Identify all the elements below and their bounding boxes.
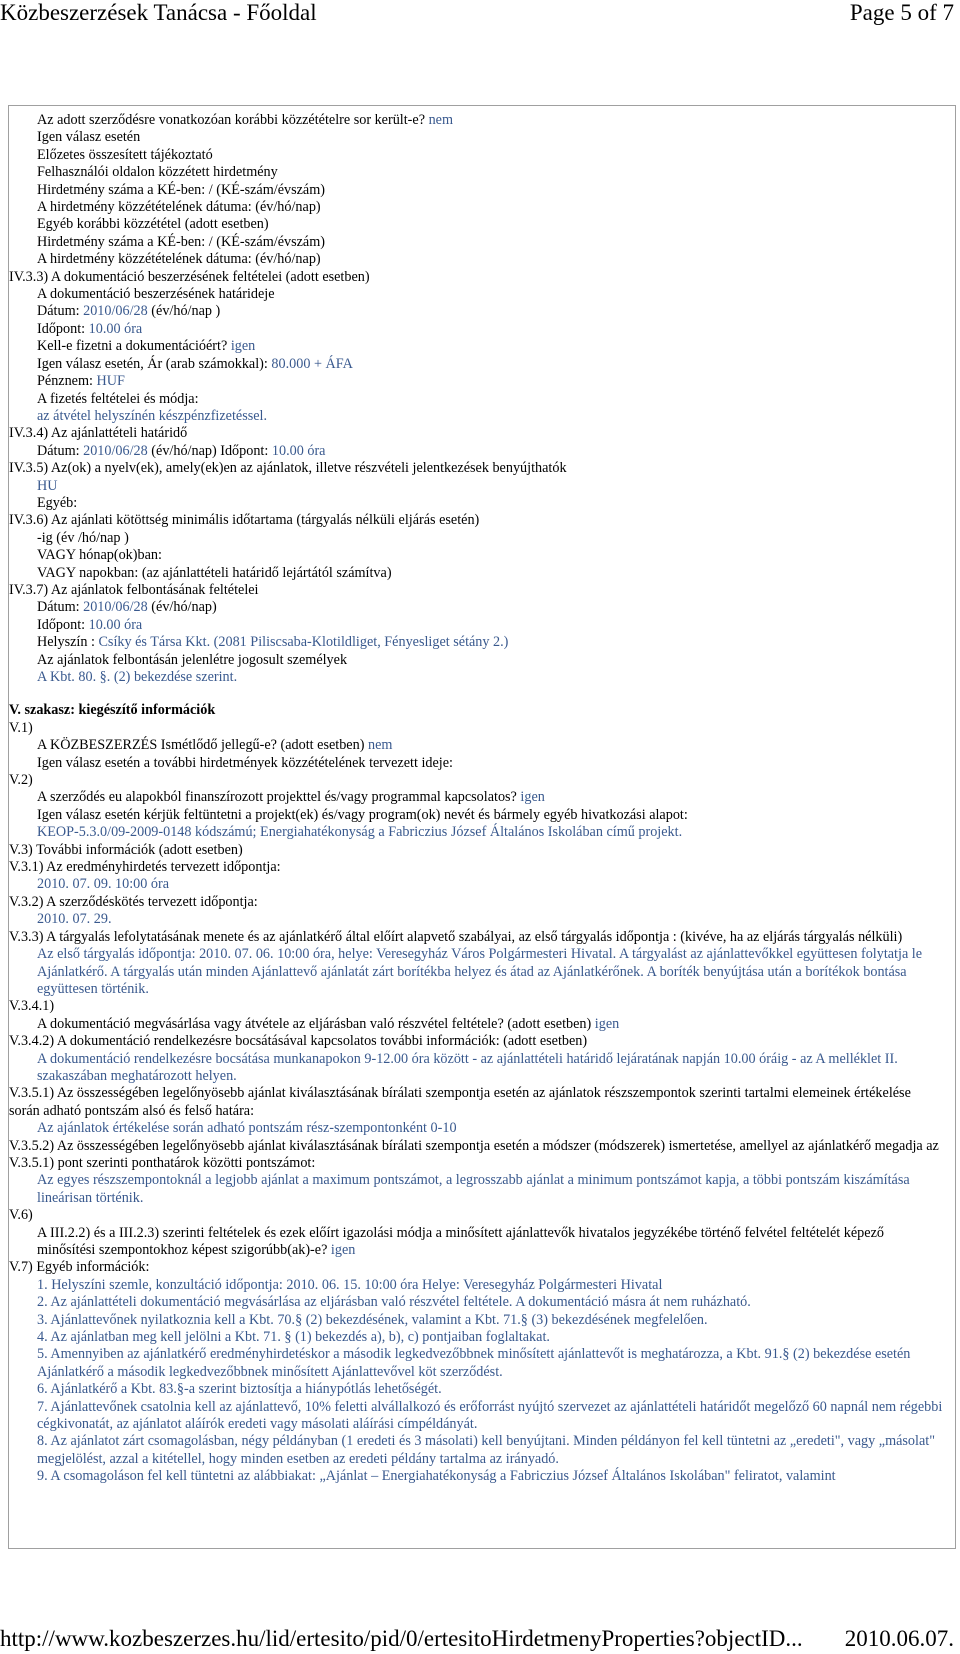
doc-line: A hirdetmény közzétételének dátuma: (év/hó/nap)	[37, 251, 321, 268]
section-heading: V.3.3) A tárgyalás lefolytatásának menete és az ajánlatkérő által előírt alapvető szabályai, az első tárgyalás időpontja : (kivéve, ha az eljárás tárgyalás nélküli)	[9, 928, 903, 945]
doc-paragraph: A dokumentáció rendelkezésre bocsátása munkanapokon 9-12.00 óra között - az ajánlattételi határidő lejáratának napján 10.00 óráig - az A melléklet II. szakaszában meghatározott helyen.	[37, 1050, 898, 1084]
doc-line: A dokumentáció beszerzésének határideje	[37, 286, 275, 303]
doc-line: Kell-e fizetni a dokumentációért? igen	[37, 338, 256, 355]
list-item: 5. Amennyiben az ajánlatkérő eredményhirdetéskor a második legkedvezőbbnek minősített ajánlattevőt is meghatározza, a Kbt. 91.§ (2) bekezdése esetén Ajánlatkérő a második legkedvezőbbnek minősített Ajánlattevővel köt szerződést.	[37, 1346, 911, 1380]
doc-line: Dátum: 2010/06/28 (év/hó/nap) Időpont: 10.00 óra	[37, 442, 326, 459]
section-heading: IV.3.4) Az ajánlattételi határidő	[9, 425, 188, 442]
list-item: 1. Helyszíni szemle, konzultáció időpontja: 2010. 06. 15. 10:00 óra Helye: Veresegyház Polgármesteri Hivatal	[37, 1276, 663, 1293]
doc-line: A szerződés eu alapokból finanszírozott projekttel és/vagy programmal kapcsolatos? igen	[37, 789, 545, 806]
doc-line: Igen válasz esetén, Ár (arab számokkal): 80.000 + ÁFA	[37, 355, 353, 372]
section-heading: V.3.1) Az eredményhirdetés tervezett időpontja:	[9, 859, 281, 876]
document-content	[9, 112, 955, 1486]
page-title: Közbeszerzések Tanácsa - Főoldal	[0, 0, 317, 25]
doc-line: Hirdetmény száma a KÉ-ben: / (KÉ-szám/évszám)	[37, 233, 325, 250]
doc-line: az átvétel helyszínén készpénzfizetéssel.	[37, 407, 268, 424]
section-heading: V.1)	[9, 719, 33, 736]
doc-line: A KÖZBESZERZÉS Ismétlődő jellegű-e? (adott esetben) nem	[37, 737, 393, 754]
doc-line: Egyéb:	[37, 494, 78, 511]
section-heading: V.3.4.2) A dokumentáció rendelkezésre bocsátásával kapcsolatos további információk: (adott esetben)	[9, 1033, 588, 1050]
print-date: 2010.06.07.	[844, 1626, 954, 1651]
doc-line: 2010. 07. 09. 10:00 óra	[37, 876, 170, 893]
doc-line: Az ajánlatok felbontásán jelenlétre jogosult személyek	[37, 651, 348, 668]
section-heading: V.3) További információk (adott esetben)	[9, 841, 243, 858]
doc-line: A fizetés feltételei és módja:	[37, 390, 199, 407]
section-heading: V.7) Egyéb információk:	[9, 1259, 150, 1276]
doc-line: Egyéb korábbi közzététel (adott esetben)	[37, 216, 269, 233]
doc-line: -ig (év /hó/nap )	[37, 529, 129, 546]
section-heading: IV.3.3) A dokumentáció beszerzésének feltételei (adott esetben)	[9, 268, 370, 285]
doc-line: KEOP-5.3.0/09-2009-0148 kódszámú; Energiahatékonyság a Fabriczius József Általános Iskolában című projekt.	[37, 824, 683, 841]
doc-line: Az adott szerződésre vonatkozóan korábbi közzétételre sor került-e? nem	[37, 112, 453, 128]
section-heading: V.3.5.1) Az összességében legelőnyösebb ajánlat kiválasztásának bírálati szempontja esetén az ajánlatok részszempontok szerinti tartalmi elemeinek értékelése során adható pontszám alsó és felső határa:	[9, 1085, 911, 1119]
list-item: 7. Ajánlattevőnek csatolnia kell az ajánlattevő, 10% feletti alvállalkozó és erőforrást nyújtó szervezet az ajánlattételi határidőt megelőző 60 napnál nem régebbi cégkivonatát, az ajánlatot aláírók eredeti vagy másolati aláírási címpéldányát.	[37, 1398, 943, 1433]
doc-line: Időpont: 10.00 óra	[37, 320, 143, 337]
section-heading: V.3.4.1)	[9, 998, 55, 1015]
section-heading: V.6)	[9, 1207, 33, 1224]
list-item: 3. Ajánlattevőnek nyilatkoznia kell a Kbt. 70.§ (2) bekezdésének, valamint a Kbt. 71.§ (3) bekezdésének megfelelően.	[37, 1311, 708, 1328]
doc-line: VAGY napokban: (az ajánlattételi határidő lejártától számítva)	[37, 564, 392, 581]
document-frame	[8, 105, 956, 1549]
doc-paragraph: A III.2.2) és a III.2.3) szerinti feltételek és ezek előírt igazolási módja a minősített ajánlattevők hivatalos jegyzékébe történő felvétel feltételét képező minősítési szempontokhoz képest szigorúbb(ak)-e? igen	[37, 1224, 884, 1258]
section-heading: IV.3.7) Az ajánlatok felbontásának feltételei	[9, 581, 259, 598]
section-heading: IV.3.5) Az(ok) a nyelv(ek), amely(ek)en az ajánlatok, illetve részvételi jelentkezések benyújthatók	[9, 460, 567, 477]
doc-line: HU	[37, 477, 58, 494]
doc-paragraph: Az egyes részszempontoknál a legjobb ajánlat a maximum pontszámot, a legrosszabb ajánlat a minimum pontszámot kapja, a többi pontszám kiszámítása lineárisan történik.	[37, 1172, 910, 1206]
doc-line: Igen válasz esetén a további hirdetmények közzétételének tervezett ideje:	[37, 754, 453, 771]
page-url[interactable]: http://www.kozbeszerzes.hu/lid/ertesito/pid/0/ertesitoHirdetmenyProperties?objectID...	[0, 1626, 803, 1651]
doc-line: VAGY hónap(ok)ban:	[37, 547, 162, 564]
doc-line: A dokumentáció megvásárlása vagy átvétele az eljárásban való részvétel feltétele? (adott esetben) igen	[37, 1015, 620, 1032]
doc-line: Dátum: 2010/06/28 (év/hó/nap )	[37, 303, 221, 320]
page-number: Page 5 of 7	[849, 0, 954, 25]
doc-line: Igen válasz esetén kérjük feltüntetni a projekt(ek) és/vagy program(ok) nevét és bármely egyéb hivatkozási alapot:	[37, 806, 688, 823]
page-footer	[0, 1624, 960, 1654]
doc-line: Időpont: 10.00 óra	[37, 616, 143, 633]
doc-line: Felhasználói oldalon közzétett hirdetmény	[37, 164, 278, 181]
doc-paragraph: Az első tárgyalás időpontja: 2010. 07. 06. 10:00 óra, helye: Veresegyház Város Polgármesteri Hivatal. A tárgyalást az ajánlattevőkkel együttesen folytatja le Ajánlatkérő. A tárgyalás után minden Ajánlattevő ajánlatát zárt borítékba helyez és átad az Ajánlatkérőnek. A boríték benyújtása után a borítékok bontása együttesen történik.	[37, 946, 923, 997]
list-item: 4. Az ajánlatban meg kell jelölni a Kbt. 71. § (1) bekezdés a), b), c) pontjaiban foglaltakat.	[37, 1329, 550, 1346]
section-heading: V.2)	[9, 772, 33, 789]
section-heading: V.3.2) A szerződéskötés tervezett időpontja:	[9, 893, 258, 910]
doc-line: 2010. 07. 29.	[37, 911, 112, 928]
doc-line: Igen válasz esetén	[37, 129, 141, 146]
doc-line: A hirdetmény közzétételének dátuma: (év/hó/nap)	[37, 199, 321, 216]
list-item: 9. A csomagoláson fel kell tüntetni az alábbiakat: „Ajánlat – Energiahatékonyság a Fabriczius József Általános Iskolában" feliratot, valamint	[37, 1468, 836, 1485]
doc-line: Az ajánlatok értékelése során adható pontszám rész-szempontonként 0-10	[37, 1120, 457, 1137]
doc-line: Előzetes összesített tájékoztató	[37, 146, 213, 163]
list-item: 8. Az ajánlatot zárt csomagolásban, négy példányban (1 eredeti és 3 másolati) kell benyújtani. Minden példányon fel kell tüntetni az „eredeti", vagy „másolat" megjelölést, azzal a kitétellel, hogy minden esetben az eredeti példány tartalma az irányadó.	[37, 1433, 935, 1467]
section-heading: IV.3.6) Az ajánlati kötöttség minimális időtartama (tárgyalás nélküli eljárás esetén)	[9, 512, 480, 529]
doc-line: Hirdetmény száma a KÉ-ben: / (KÉ-szám/évszám)	[37, 181, 325, 198]
page-header	[0, 0, 960, 30]
list-item: 2. Az ajánlattételi dokumentáció megvásárlása az eljárásban való részvétel feltétele. A dokumentáció másra át nem ruházható.	[37, 1294, 751, 1311]
doc-line: Dátum: 2010/06/28 (év/hó/nap)	[37, 599, 217, 616]
doc-line: A Kbt. 80. §. (2) bekezdése szerint.	[37, 669, 238, 685]
list-item: 6. Ajánlatkérő a Kbt. 83.§-a szerint biztosítja a hiánypótlás lehetőségét.	[37, 1381, 442, 1398]
doc-line: Pénznem: HUF	[37, 373, 125, 390]
doc-line: Helyszín : Csíky és Társa Kkt. (2081 Piliscsaba-Klotildliget, Fényesliget sétány 2.)	[37, 634, 509, 651]
section-heading: V.3.5.2) Az összességében legelőnyösebb ajánlat kiválasztásának bírálati szempontja esetén a módszer (módszerek) ismertetése, amellyel az ajánlatkérő megadja az V.3.5.1) pont szerinti ponthatárok közötti pontszámot:	[9, 1137, 939, 1171]
section-v-heading: V. szakasz: kiegészítő információk	[9, 702, 216, 719]
